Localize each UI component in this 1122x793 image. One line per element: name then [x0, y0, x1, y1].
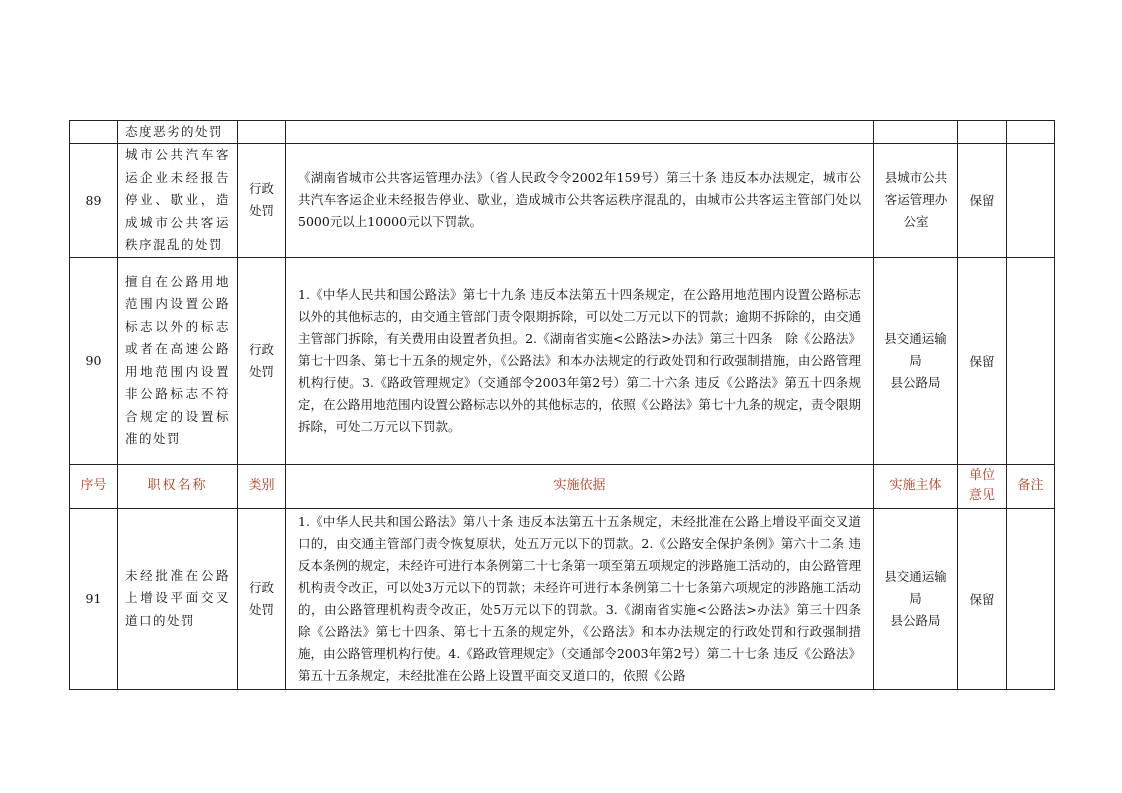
- header-implementing-body: 实施主体: [874, 464, 958, 508]
- unit-opinion: 保留: [958, 508, 1007, 689]
- legal-basis: 《湖南省城市公共客运管理办法》（省人民政令令2002年159号）第三十条 违反本办法规定，城市公共汽车客运企业未经报告停业、歇业，造成城市公共客运秩序混乱的，由城市公共客运主管部门处以5000元以上10000元以下罚款。: [286, 144, 874, 258]
- authority-name: 城市公共汽车客运企业未经报告停业、歇业，造成城市公共客运秩序混乱的处罚: [118, 144, 238, 258]
- header-opinion-line: 意见: [968, 488, 995, 503]
- implementing-body-line: 县公路局: [890, 374, 941, 390]
- partial-opinion-cell: [958, 121, 1007, 144]
- implementing-body-line: 县交通运输: [884, 330, 947, 346]
- category: [238, 257, 286, 464]
- legal-basis: 1.《中华人民共和国公路法》第七十九条 违反本法第五十四条规定，在公路用地范围内设置公路标志以外的其他标志的，由交通主管部门责令限期拆除，可以处二万元以下的罚款；逾期不拆除的，由交通主管部门拆除，有关费用由设置者负担。2.《湖南省实施<公路法>办法》第三十四条 除《公路法》第七十四条、第七十五条的规定外，《公路法》和本办法规定的行政处罚和行政强制措施，由公路管理机构行使。3.《路政管理规定》（交通部令2003年第2号）第二十六条 违反《公路法》第五十四条规定，在公路用地范围内设置公路标志以外的其他标志的，依照《公路法》第七十九条的规定，责令限期拆除，可处二万元以下罚款。: [286, 257, 874, 464]
- header-legal-basis: 实施依据: [286, 464, 874, 508]
- implementing-body-line: 局: [909, 352, 922, 368]
- header-remarks: 备注: [1007, 464, 1055, 508]
- row-number: 89: [70, 144, 118, 258]
- header-authority-name: [118, 464, 238, 508]
- table-row-91: [70, 508, 1055, 689]
- table-row-89: [70, 144, 1055, 258]
- category: [238, 508, 286, 689]
- row-number: 90: [70, 257, 118, 464]
- implementing-body: [874, 257, 958, 464]
- table-header-row: [70, 464, 1055, 508]
- implementing-body: [874, 144, 958, 258]
- category: [238, 144, 286, 258]
- category-text: 行政处罚: [248, 579, 274, 617]
- header-number: 序号: [70, 464, 118, 508]
- header-authority-name-text: 职权名称: [147, 478, 208, 493]
- authority-name: 擅自在公路用地范围内设置公路标志以外的标志或者在高速公路用地范围内设置非公路标志不符合规定的设置标准的处罚: [118, 257, 238, 464]
- implementing-body: [874, 508, 958, 689]
- table-row-partial: [70, 121, 1055, 144]
- authority-table: [69, 120, 1055, 690]
- header-unit-opinion: [958, 464, 1007, 508]
- header-opinion-line: 单位: [968, 468, 995, 483]
- remarks: [1007, 508, 1055, 689]
- header-category: 类别: [238, 464, 286, 508]
- category-text: 行政处罚: [248, 181, 274, 219]
- remarks: [1007, 144, 1055, 258]
- implementing-body-line: 县公路局: [890, 612, 941, 628]
- implementing-body-line: 局: [909, 590, 922, 606]
- unit-opinion: 保留: [958, 257, 1007, 464]
- partial-body-cell: [874, 121, 958, 144]
- category-text: 行政处罚: [248, 341, 274, 379]
- legal-basis: 1.《中华人民共和国公路法》第八十条 违反本法第五十五条规定，未经批准在公路上增设平面交叉道口的，由交通主管部门责令恢复原状，处五万元以下的罚款。2.《公路安全保护条例》第六十二条 违反本条例的规定，未经许可进行本条例第二十七条第一项至第五项规定的涉路施工活动的，由公路管理机构责令改正，可以处3万元以下的罚款；未经许可进行本条例第二十七条第六项规定的涉路施工活动的，由公路管理机构责令改正，处5万元以下的罚款。3.《湖南省实施<公路法>办法》第三十四条 除《公路法》第七十四条、第七十五条的规定外，《公路法》和本办法规定的行政处罚和行政强制措施，由公路管理机构行使。4.《路政管理规定》（交通部令2003年第2号）第二十七条 违反《公路法》第五十五条规定，未经批准在公路上设置平面交叉道口的，依照《公路: [286, 508, 874, 689]
- partial-num-cell: [70, 121, 118, 144]
- implementing-body-text: 县城市公共客运管理办公室: [884, 170, 948, 230]
- partial-note-cell: [1007, 121, 1055, 144]
- row-number: 91: [70, 508, 118, 689]
- partial-basis-cell: [286, 121, 874, 144]
- partial-type-cell: [238, 121, 286, 144]
- table-row-90: [70, 257, 1055, 464]
- authority-name: 未经批准在公路上增设平面交叉道口的处罚: [118, 508, 238, 689]
- remarks: [1007, 257, 1055, 464]
- partial-name-cell: 态度恶劣的处罚: [118, 121, 238, 144]
- unit-opinion: 保留: [958, 144, 1007, 258]
- implementing-body-line: 县交通运输: [884, 568, 947, 584]
